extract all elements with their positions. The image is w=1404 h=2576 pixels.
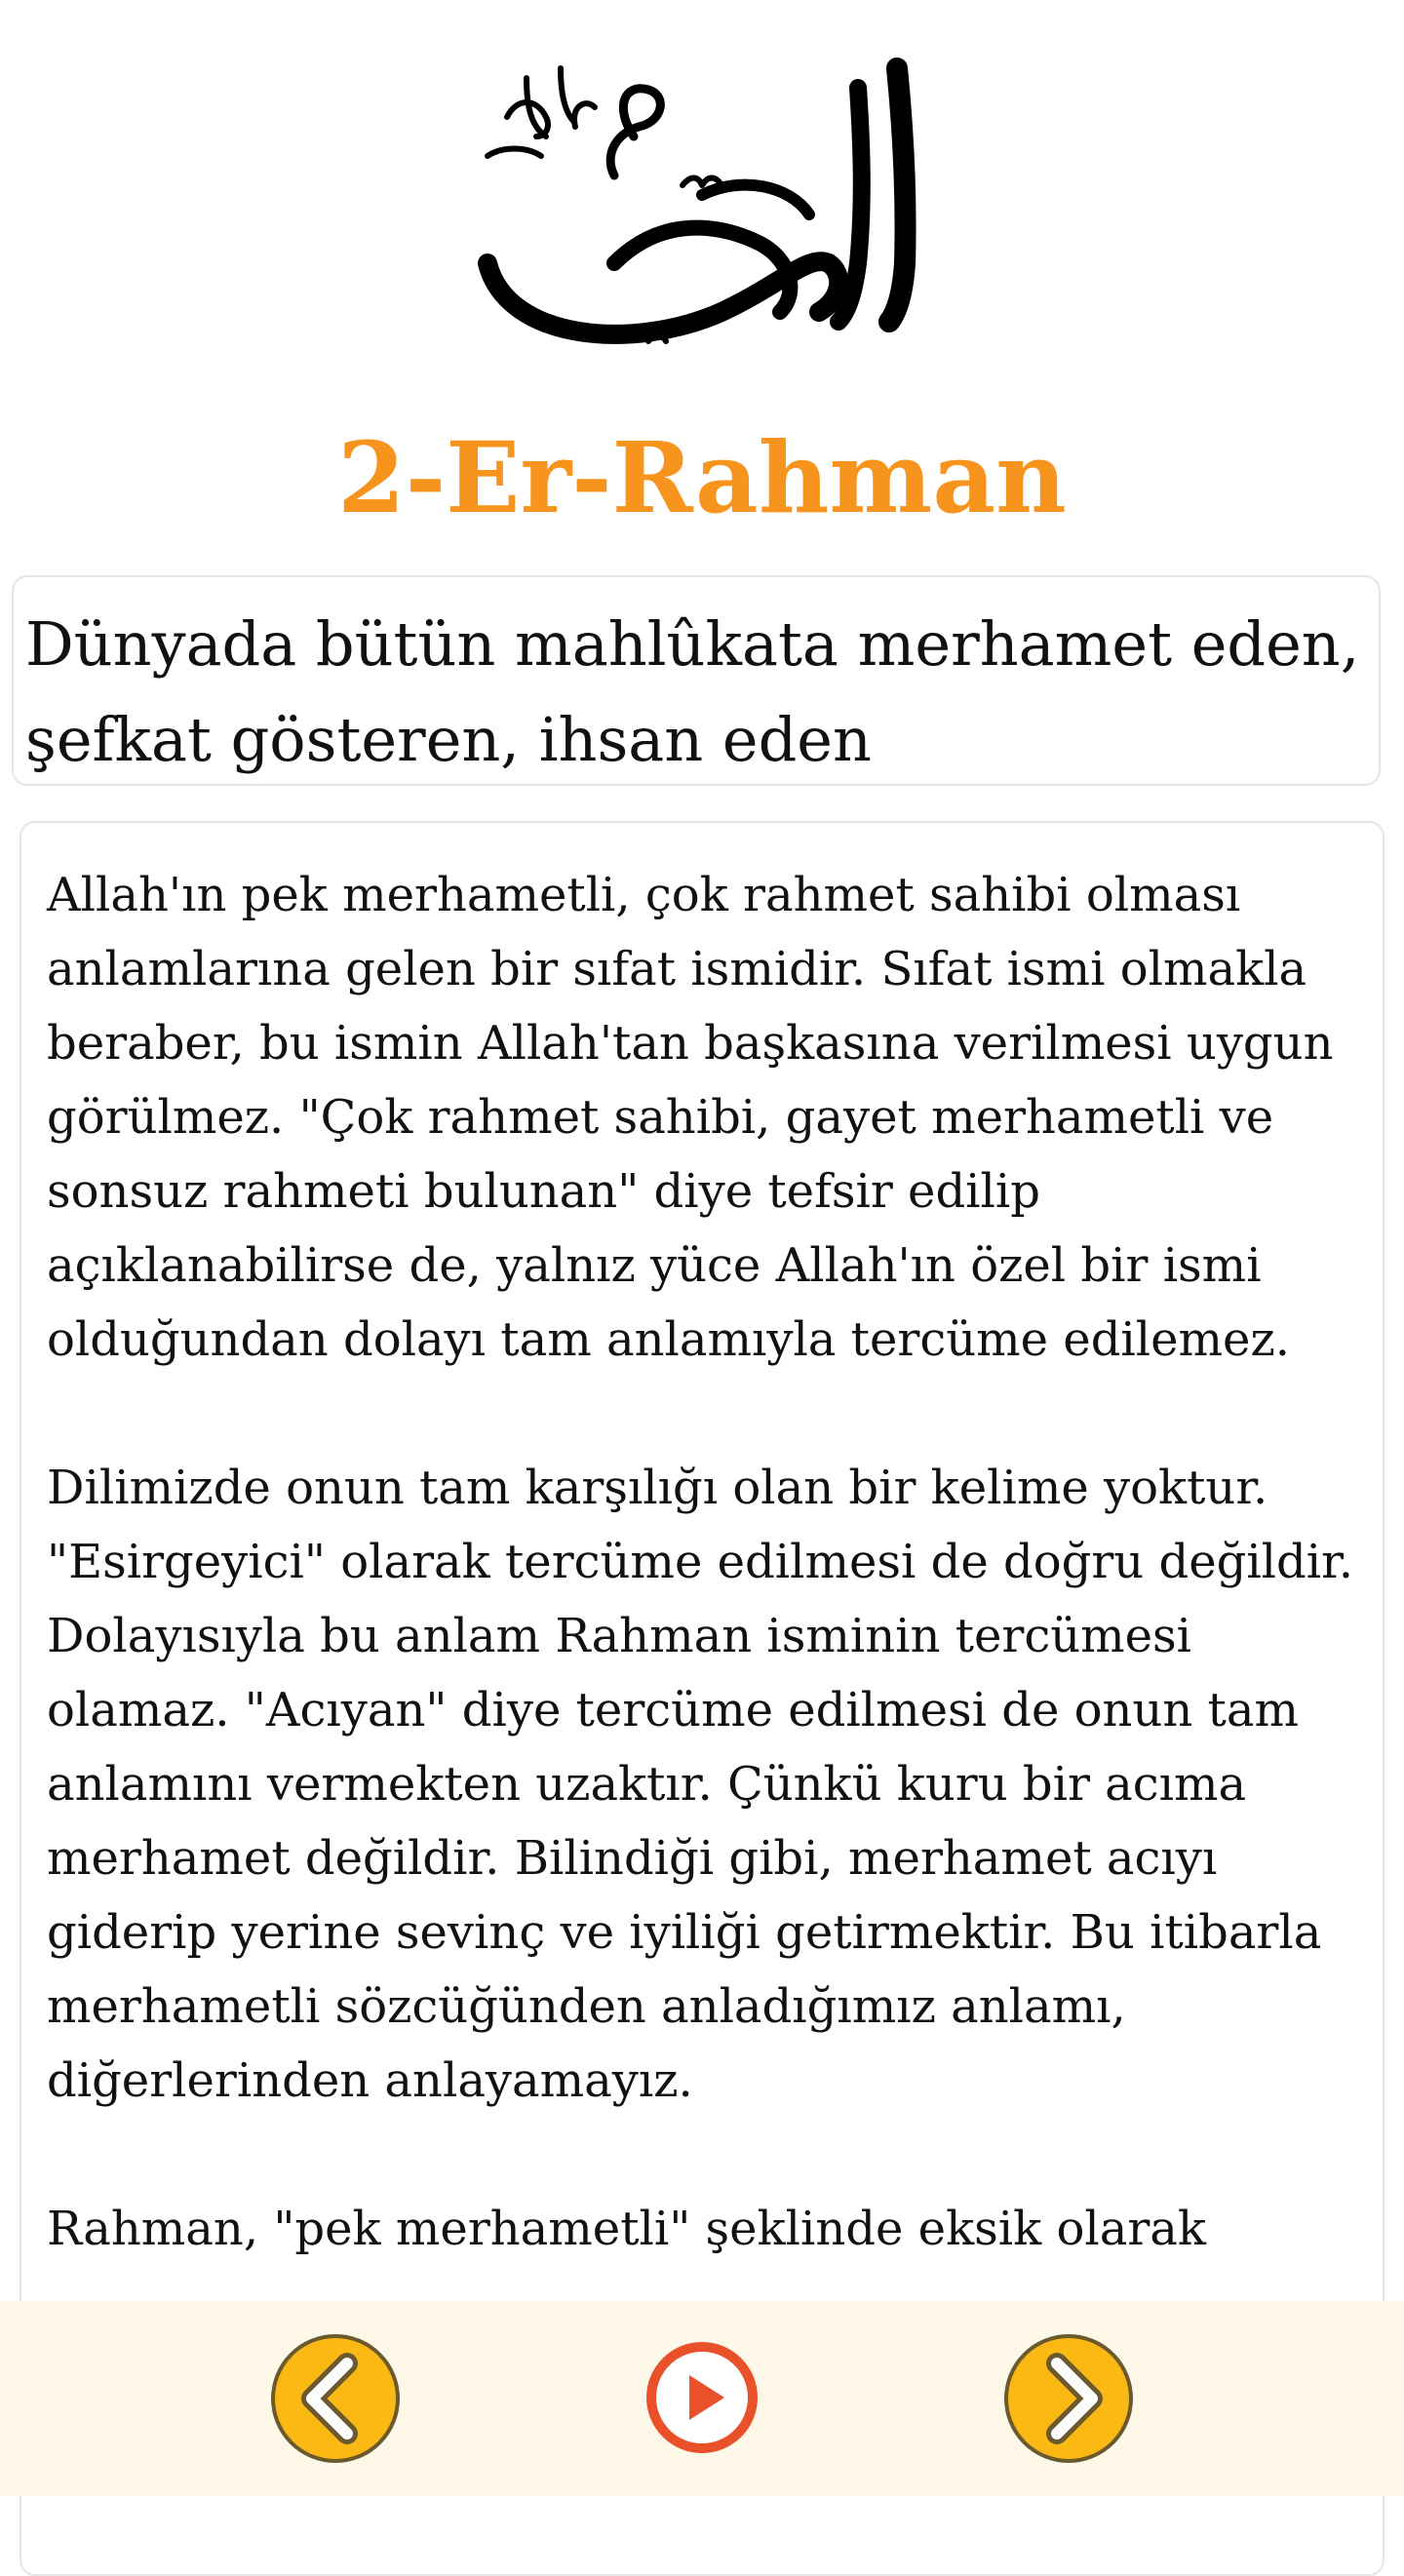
chevron-right-icon — [1002, 2332, 1135, 2465]
description-paragraph-2: Dilimizde onun tam karşılığı olan bir kelime yoktur. "Esirgeyici" olarak tercüme edilmesi de doğru değildir. Dolayısıyla bu anlam Rahman isminin tercümesi olamaz. "Acıyan" diye tercüme edilmesi de onun tam anlamını vermekten uzaktır. Çünkü kuru bir acıma merhamet değildir. Bilindiği gibi, merhamet acıyı giderip yerine sevinç ve iyiliği getirmektir. Bu itibarla merhametli sözcüğünden anladığımız anlamı, diğerlerinden anlayamayız. — [47, 1461, 1354, 2108]
description-paragraph-1: Allah'ın pek merhametli, çok rahmet sahibi olması anlamlarına gelen bir sıfat ismidir. Sıfat ismi olmakla beraber, bu ismin Allah'tan başkasına verilmesi uygun görülmez. "Çok rahmet sahibi, gayet merhametli ve sonsuz rahmeti bulunan" diye tefsir edilip açıklanabilirse de, yalnız yüce Allah'ın özel bir ismi olduğundan dolayı tam anlamıyla tercüme edilemez. — [47, 868, 1334, 1367]
name-title: 2-Er-Rahman — [337, 420, 1067, 535]
play-icon — [644, 2340, 760, 2455]
play-button[interactable] — [644, 2340, 760, 2455]
meaning-text: Dünyada bütün mahlûkata merhamet eden, şefkat gösteren, ihsan eden — [25, 608, 1360, 775]
er-rahman-calligraphy-icon — [468, 29, 936, 371]
bottom-control-bar — [0, 2301, 1404, 2496]
chevron-left-icon — [269, 2332, 402, 2465]
calligraphy-image — [468, 29, 936, 371]
meaning-card — [12, 575, 1381, 786]
previous-button[interactable] — [269, 2332, 402, 2465]
description-paragraph-3: Rahman, "pek merhametli" şeklinde eksik olarak — [47, 2202, 1207, 2256]
next-button[interactable] — [1002, 2332, 1135, 2465]
